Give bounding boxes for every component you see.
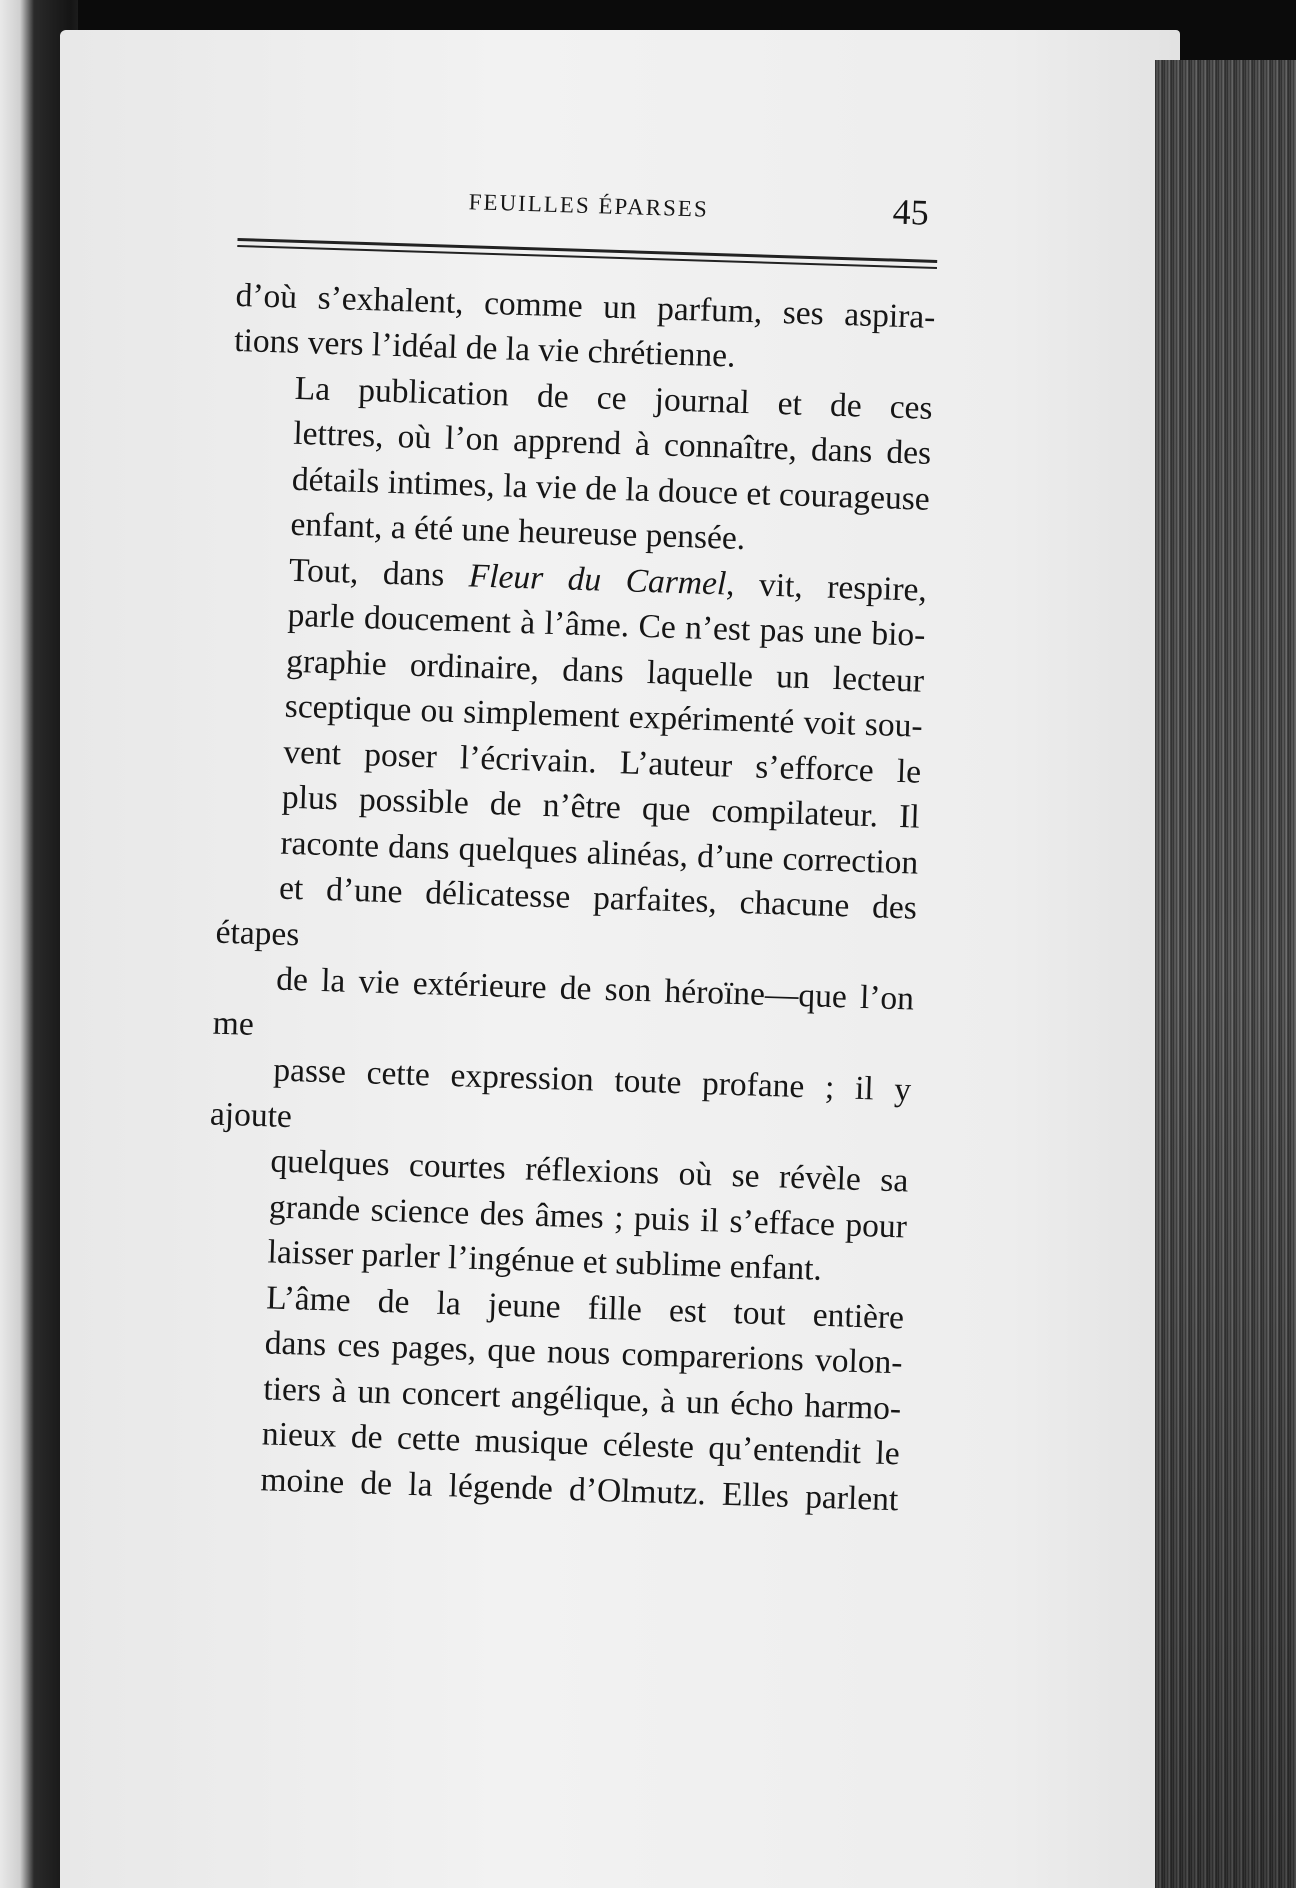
line: plus possible de n’être que compilateur. Il: [281, 778, 921, 836]
line: moine de la légende d’Olmutz. Elles parlent: [259, 1460, 899, 1518]
line: parle doucement à l’âme. Ce n’est pas une bio-: [287, 596, 926, 654]
fore-edge-shadow: [1155, 60, 1296, 1888]
text-block: [198, 160, 940, 1522]
line: dans ces pages, que nous comparerions volon-: [264, 1324, 904, 1382]
paragraph-2: [228, 363, 933, 567]
line: lettres, où l’on apprend à connaître, dans des: [292, 414, 932, 472]
book-page: [60, 30, 1180, 1888]
line: enfant, a été une heureuse pensée.: [290, 505, 746, 558]
line: La publication de ce journal et de ces: [294, 369, 934, 427]
paragraph-3: [205, 545, 928, 1295]
line: graphie ordinaire, dans laquelle un lecteur: [285, 642, 925, 700]
line: grande science des âmes ; puis il s’efface pour: [268, 1187, 908, 1245]
line: raconte dans quelques alinéas, d’une correction: [279, 824, 919, 882]
line: d’où s’exhalent, comme un parfum, ses aspira-: [235, 276, 936, 336]
line: quelques courtes réflexions où se révèle sa: [269, 1142, 909, 1200]
paragraph-4: [198, 1273, 905, 1522]
body-text: [198, 272, 936, 1522]
line: nieux de cette musique céleste qu’entendit le: [261, 1415, 901, 1473]
running-head: [238, 160, 940, 252]
line: et d’une délicatesse parfaites, chacune des étapes: [215, 869, 918, 953]
line: de la vie extérieure de son héroïne—que l’on me: [212, 960, 915, 1043]
running-title: FEUILLES ÉPARSES: [468, 189, 710, 222]
page-number: 45: [892, 191, 930, 233]
line: tiers à un concert angélique, à un écho harmo-: [262, 1369, 902, 1427]
line: vent poser l’écrivain. L’auteur s’efforce le: [282, 733, 922, 791]
line: passe cette expression toute profane ; il y ajoute: [209, 1051, 912, 1135]
line: détails intimes, la vie de la douce et courageuse: [291, 460, 931, 518]
line: L’âme de la jeune fille est tout entière: [265, 1278, 905, 1336]
line: Tout, dans Fleur du Carmel, vit, respire,: [288, 551, 928, 609]
line: tions vers l’idéal de la vie chrétienne.: [233, 321, 737, 375]
line: laisser parler l’ingénue et sublime enfant.: [267, 1233, 823, 1288]
line: sceptique ou simplement expérimenté voit sou-: [284, 687, 924, 745]
